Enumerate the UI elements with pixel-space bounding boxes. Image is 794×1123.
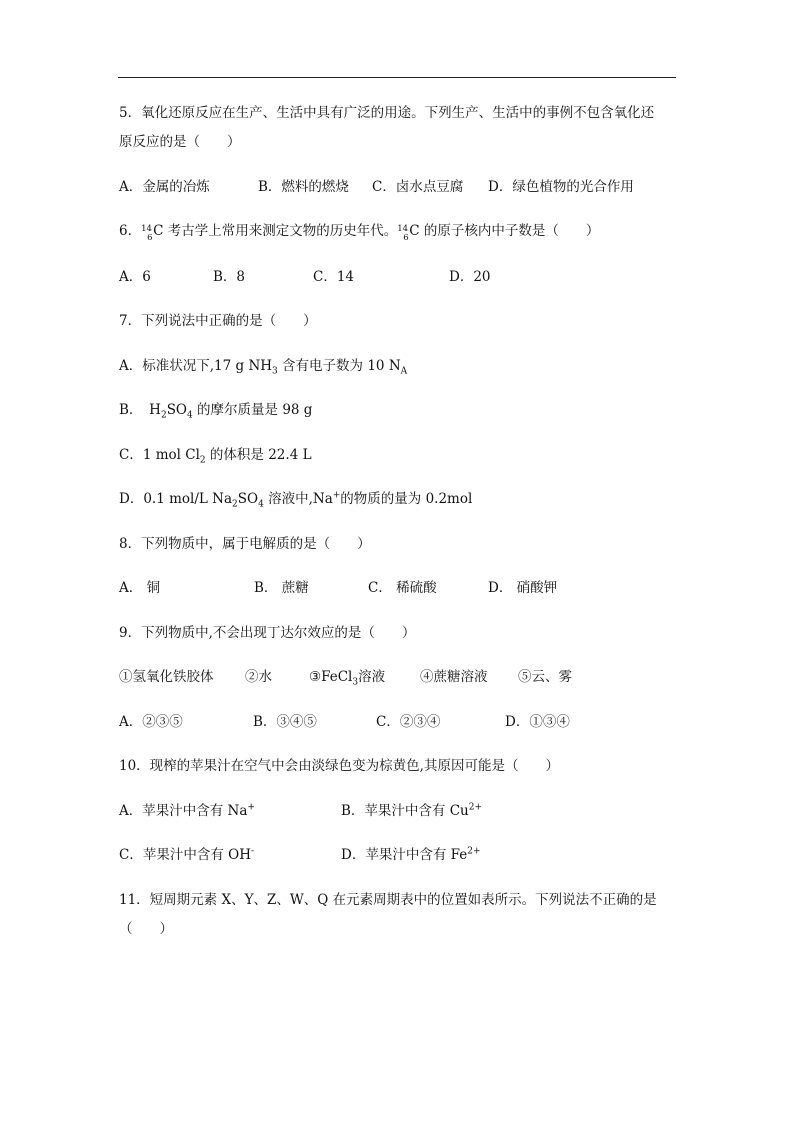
carbon-isotope [141, 222, 153, 243]
q9-item-3 [309, 668, 385, 686]
q6-stem-text-a: 考古学上常用来测定文物的历史年代。 [163, 223, 398, 239]
q7-option-c [119, 446, 312, 464]
q7-b-text3: 的摩尔质量是 98 g [192, 402, 313, 418]
q7-stem: 7．下列说法中正确的是（ ） [119, 313, 317, 329]
q10-b-text: B．苹果汁中含有 Cu [341, 803, 469, 819]
q7-d-text2: SO [237, 491, 259, 507]
q7-option-d [119, 490, 472, 508]
q7-a-text: A．标准状况下,17 g NH [119, 358, 273, 374]
q9-item-2: ②水 [245, 669, 272, 685]
q10-option-c [119, 846, 254, 864]
isotope-atomic-number: 6 [147, 233, 153, 243]
q11-stem-line1: 11．短周期元素 X、Y、Z、W、Q 在元素周期表中的位置如表所示。下列说法不正确的是 [119, 892, 657, 908]
q9-option-d: D．①③④ [505, 714, 570, 730]
q7-d-text3: 溶液中,Na [263, 491, 333, 507]
q6-number: 6． [119, 223, 142, 239]
q6-stem [119, 222, 600, 243]
q9-item-4: ④蔗糖溶液 [420, 669, 488, 685]
q9-item-3-text: ③FeCl [309, 669, 353, 685]
q7-a-text2: 含有电子数为 10 N [277, 358, 401, 374]
q6-option-b: B．8 [213, 269, 246, 285]
q9-item-5: ⑤云、雾 [518, 669, 572, 685]
q5-option-a: A．金属的冶炼 [119, 179, 210, 195]
isotope-element: C [153, 223, 164, 239]
q5-option-c: C．卤水点豆腐 [372, 179, 464, 195]
q10-option-d [341, 846, 481, 864]
q7-option-b [119, 401, 312, 419]
q10-option-b [341, 802, 482, 820]
q7-b-text: B． H [119, 402, 161, 418]
q10-c-sup: - [250, 846, 255, 857]
carbon-isotope-2 [397, 222, 409, 243]
q5-stem-line2: 原反应的是（ ） [119, 134, 241, 150]
q10-option-a [119, 802, 255, 820]
q9-option-b: B．③④⑤ [253, 714, 317, 730]
q7-c-text2: 的体积是 22.4 L [205, 447, 312, 463]
q8-stem: 8．下列物质中，属于电解质的是（ ） [119, 536, 371, 552]
header-rule [118, 77, 676, 78]
q10-stem: 10．现榨的苹果汁在空气中会由淡绿色变为棕黄色,其原因可能是（ ） [119, 758, 559, 774]
q6-option-a: A．6 [119, 269, 151, 285]
q8-option-b: B． 蔗糖 [254, 580, 309, 596]
q7-a-sub: 3 [272, 366, 278, 377]
q10-a-sup: + [247, 802, 255, 813]
q6-stem-text-b: 的原子核内中子数是（ ） [419, 223, 600, 239]
isotope-atomic-number: 6 [403, 233, 409, 243]
q9-item-3-sub: 3 [352, 677, 359, 688]
q7-b-text2: SO [166, 402, 188, 418]
q6-option-d: D．20 [449, 269, 491, 285]
q7-d-sup: + [332, 490, 341, 501]
isotope-element: C [409, 223, 420, 239]
q9-item-1: ①氢氧化铁胶体 [119, 669, 214, 685]
q7-d-text4: 的物质的量为 0.2mol [340, 491, 473, 507]
q8-option-a: A． 铜 [119, 580, 161, 596]
q7-d-text: D．0.1 mol/L Na [119, 491, 232, 507]
q7-option-a [119, 357, 407, 375]
q7-b-sub2: 4 [187, 410, 193, 421]
q7-d-sub2: 4 [258, 499, 264, 510]
q8-option-c: C． 稀硫酸 [368, 580, 437, 596]
q7-c-text: C．1 mol Cl [119, 447, 200, 463]
q10-b-sup: 2+ [468, 802, 483, 813]
q8-option-d: D． 硝酸钾 [488, 580, 558, 596]
q10-d-sup: 2+ [467, 846, 481, 857]
q9-option-a: A．②③⑤ [119, 714, 183, 730]
q10-a-text: A．苹果汁中含有 Na [119, 803, 248, 819]
q7-c-sub: 2 [199, 455, 206, 466]
q5-option-d: D．绿色植物的光合作用 [488, 179, 634, 195]
isotope-mass-number: 14 [397, 224, 409, 234]
q5-stem-line1: 5．氧化还原反应在生产、生活中具有广泛的用途。下列生产、生活中的事例不包含氧化还 [119, 105, 655, 121]
isotope-mass-number: 14 [141, 224, 152, 234]
q7-a-sub2: A [400, 366, 408, 377]
q7-d-sub1: 2 [232, 499, 238, 510]
q6-option-c: C．14 [313, 269, 355, 285]
q9-option-c: C．②③④ [376, 714, 441, 730]
q5-option-b: B．燃料的燃烧 [258, 179, 349, 195]
q9-item-3-post: 溶液 [358, 669, 386, 685]
q7-b-sub1: 2 [160, 410, 167, 421]
q11-stem-line2: （ ） [119, 921, 173, 937]
q10-c-text: C．苹果汁中含有 OH [119, 847, 251, 863]
q9-stem: 9．下列物质中,不会出现丁达尔效应的是（ ） [119, 625, 416, 641]
q10-d-text: D．苹果汁中含有 Fe [341, 847, 468, 863]
